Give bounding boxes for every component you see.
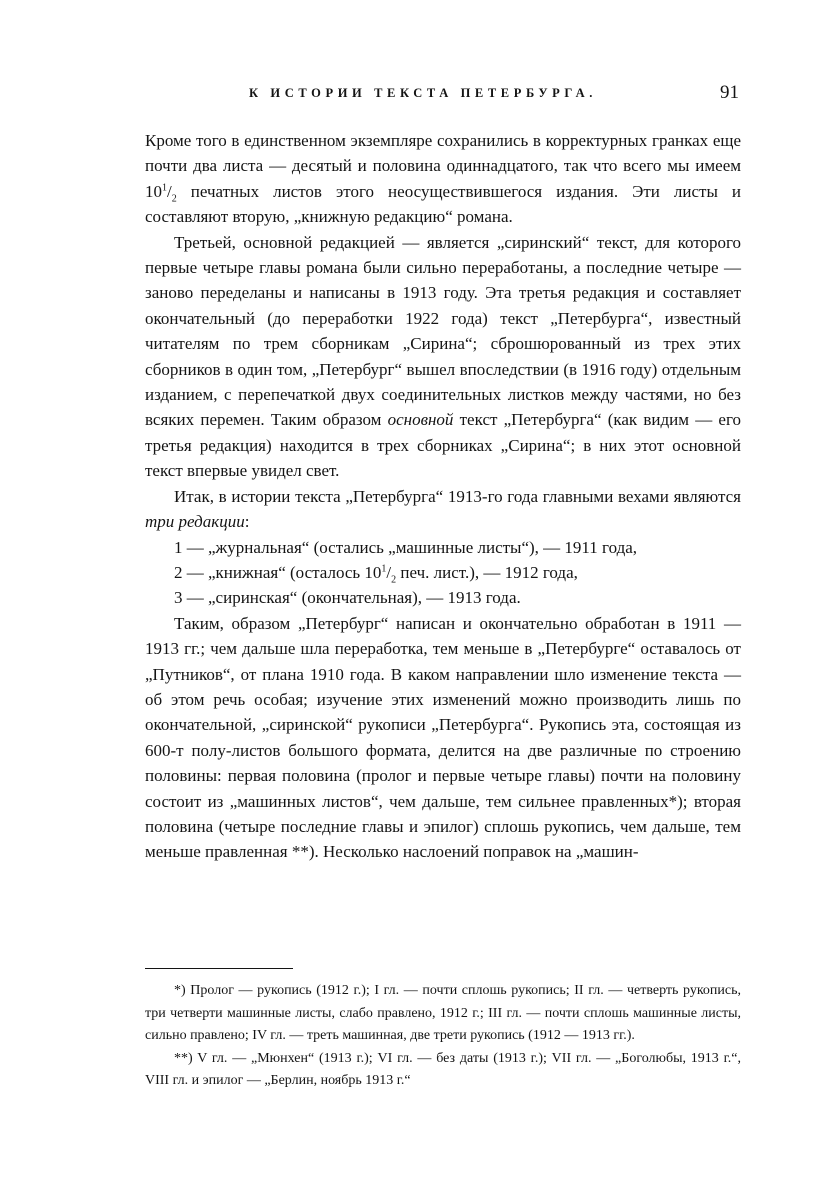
paragraph-manuscript-description: Таким, образом „Петербург“ написан и окончательно обработан в 1911 — 1913 гг.; чем дальше шла переработка, тем меньше в „Петербурге“ оставалось от „Путников“, от плана 1910 года. В каком направлении шло изменение текста — об этом речь особая; изучение этих изменений можно производить лишь по окончательной, „сиринской“ рукописи „Петербурга“. Рукопись эта, состоящая из 600-т полу-листов большого формата, делится на две различные по строению половины: первая половина (пролог и первые четыре главы) почти на половину состоит из „машинных листов“, чем дальше, тем сильнее правленных*); вторая половина (четыре последние главы и эпилог) сплошь рукопись, чем дальше, тем меньше правленная **). Несколько наслоений поправок на „машин-	[145, 613, 741, 862]
paragraph-three-editions	[145, 484, 741, 535]
fraction-numerator: 1	[381, 563, 387, 575]
paragraph-text: Третьей, основной редакцией — является „сиринский“ текст, для которого первые четыре главы романа были сильно переработаны, а последние четыре — заново переделаны и написаны в 1913 году. Эта третья редакция и составляет окончательный (до переработки 1922 года) текст „Петербурга“, известный читателям по трем сборникам „Сирина“; сброшюрованный из трех этих сборников в один том, „Петербург“ вышел впоследствии (в 1916 году) отдельным изданием, с перепечаткой двух соединительных листков между частями, но без всяких перемен. Таким образом	[145, 232, 741, 430]
footnote-1: *) Пролог — рукопись (1912 г.); I гл. — почти сплошь рукопись; II гл. — четверть рукопись, три четверти машинные листы, слабо правлено, 1912 г.; III гл. — почти сплошь машинные листы, сильно правлено; IV гл. — треть машинная, две трети рукопись (1912 — 1913 гг.).	[145, 983, 741, 1043]
emphasis-three-editions: три редакции	[145, 512, 245, 532]
running-title: К ИСТОРИИ ТЕКСТА ПЕТЕРБУРГА.	[249, 86, 597, 100]
edition-list-item-2: 2 — „книжная“ (осталось $10^1/_2$ печ. лист.), — 1912 года,	[174, 562, 578, 586]
paragraph-third-edition	[145, 230, 741, 484]
edition-list-item-1: 1 — „журнальная“ (остались „машинные листы“), — 1911 года,	[174, 537, 638, 557]
paragraph-text: Кроме того в единственном экземпляре сохранились в корректурных гранках еще почти два листа — десятый и половина одиннадцатого, так что всего мы имеем 10	[145, 131, 741, 201]
paragraph-manuscript-copies: Кроме того в единственном экземпляре сохранились в корректурных гранках еще почти два листа — десятый и половина одиннадцатого, так что всего мы имеем $10^1/_2$ печатных листов этого неосуществившегося издания. Эти листы и составляют вторую, „книжную редакцию“ романа.	[145, 131, 741, 227]
list-text-continued: печ. лист.), — 1912 года,	[396, 562, 578, 582]
paragraph-text-continued: :	[244, 512, 250, 532]
body-text	[145, 128, 741, 865]
list-text: 2 — „книжная“ (осталось 10	[174, 562, 382, 582]
fraction-numerator: 1	[162, 182, 167, 194]
footnote-divider	[145, 968, 293, 969]
paragraph-text-continued: печатных листов этого неосуществившегося издания. Эти листы и составляют вторую, „книжную редакцию“ романа.	[145, 181, 741, 227]
edition-list-item-3: 3 — „сиринская“ (окончательная), — 1913 года.	[174, 588, 521, 608]
fraction-denominator: 2	[391, 574, 397, 586]
footnote-2: **) V гл. — „Мюнхен“ (1913 г.); VI гл. — без даты (1913 г.); VII гл. — „Боголюбы, 1913 г.“, VIII гл. и эпилог — „Берлин, ноябрь 1913 г.“	[145, 1050, 741, 1088]
footnotes	[145, 980, 741, 1093]
running-head	[145, 84, 741, 108]
paragraph-text-continued: текст „Петербурга“ (как видим — его третья редакция) находится в трех сборниках „Сирина“; в них этот основной текст впервые увидел свет.	[145, 410, 741, 481]
fraction-denominator: 2	[171, 193, 177, 205]
paragraph-text: Итак, в истории текста „Петербурга“ 1913-го года главными вехами являются	[174, 486, 741, 506]
page-number: 91	[720, 82, 739, 103]
emphasis-main: основной	[387, 410, 454, 430]
